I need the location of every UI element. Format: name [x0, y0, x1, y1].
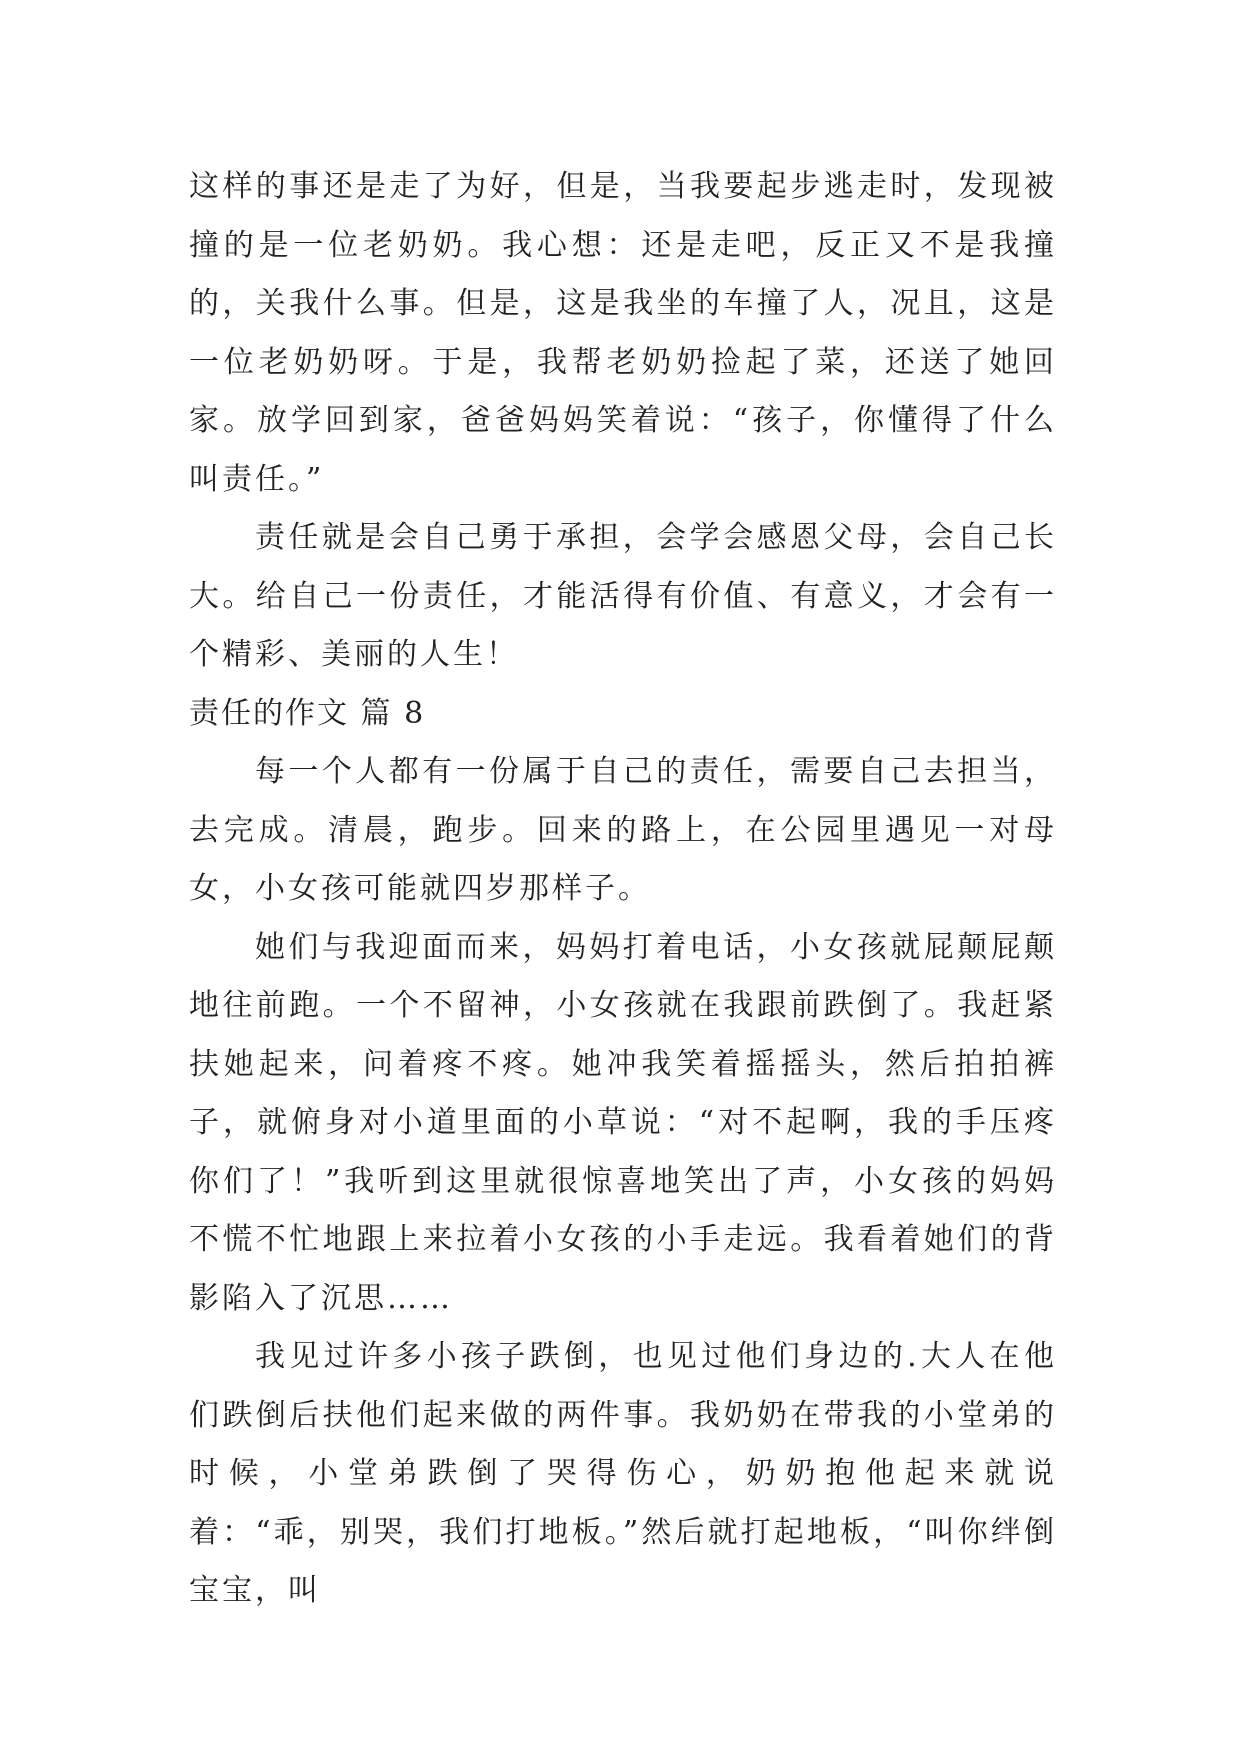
paragraph-responsibility-summary: 责任就是会自己勇于承担，会学会感恩父母，会自己长大。给自己一份责任，才能活得有价值、有意义，才会有一个精彩、美丽的人生！: [189, 520, 1057, 672]
paragraph-continuation: 这样的事还是走了为好，但是，当我要起步逃走时，发现被撞的是一位老奶奶。我心想：还是走吧，反正又不是我撞的，关我什么事。但是，这是我坐的车撞了人，况且，这是一位老奶奶呀。于是，我帮老奶奶捡起了菜，还送了她回家。放学回到家，爸爸妈妈笑着说：“孩子，你懂得了什么叫责任。”: [189, 169, 1057, 497]
paragraph-little-girl: 她们与我迎面而来，妈妈打着电话，小女孩就屁颠屁颠地往前跑。一个不留神，小女孩就在我跟前跌倒了。我赶紧扶她起来，问着疼不疼。她冲我笑着摇摇头，然后拍拍裤子，就俯身对小道里面的小草说：“对不起啊，我的手压疼你们了！”我听到这里就很惊喜地笑出了声，小女孩的妈妈不慌不忙地跟上来拉着小女孩的小手走远。我看着她们的背影陷入了沉思……: [189, 929, 1057, 1316]
paragraph-grandmother: 我见过许多小孩子跌倒，也见过他们身边的.大人在他们跌倒后扶他们起来做的两件事。我奶奶在带我的小堂弟的时候，小堂弟跌倒了哭得伤心，奶奶抱他起来就说着：“乖，别哭，我们打地板。”然后就打起地板，“叫你绊倒宝宝，叫: [189, 1339, 1057, 1608]
section-heading: 责任的作文 篇 8: [189, 695, 426, 731]
document-body: [189, 158, 1057, 1621]
paragraph-intro: 每一个人都有一份属于自己的责任，需要自己去担当，去完成。清晨，跑步。回来的路上，在公园里遇见一对母女，小女孩可能就四岁那样子。: [189, 754, 1057, 906]
